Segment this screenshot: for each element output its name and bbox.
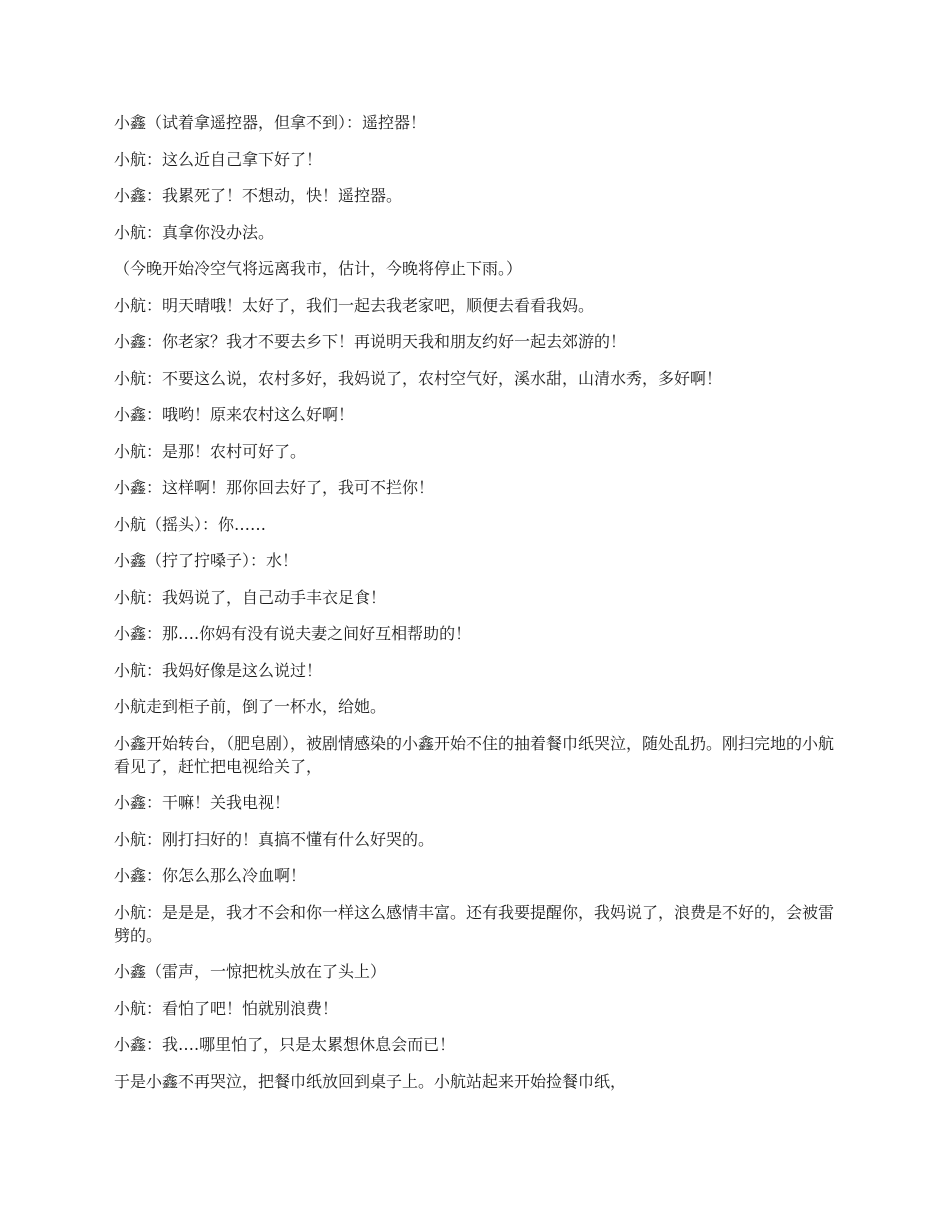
paragraph: 于是小鑫不再哭泣，把餐巾纸放回到桌子上。小航站起来开始捡餐巾纸， [114, 1071, 627, 1091]
paragraph: 小航：我妈好像是这么说过！ [114, 660, 323, 680]
paragraph: 小鑫（雷声，一惊把枕头放在了头上） [114, 962, 387, 981]
paragraph: （今晚开始冷空气将远离我市，估计，今晚将停止下雨。） [114, 259, 523, 278]
paragraph: 小航：刚打扫好的！真搞不懂有什么好哭的。 [114, 829, 435, 849]
document-body [114, 111, 844, 1106]
paragraph: 小鑫：我….哪里怕了，只是太累想休息会而已！ [114, 1035, 456, 1054]
paragraph: 小航：我妈说了，自己动手丰衣足食！ [114, 587, 387, 607]
paragraph: 小航（摇头）：你…… [114, 514, 267, 534]
paragraph: 小鑫：这样啊！那你回去好了，我可不拦你！ [114, 478, 435, 497]
paragraph: 小航：明天晴哦！太好了，我们一起去我老家吧，顺便去看看我妈。 [114, 295, 595, 315]
paragraph: 小鑫（试着拿遥控器，但拿不到）：遥控器！ [114, 113, 427, 132]
paragraph: 小鑫：哦哟！原来农村这么好啊！ [114, 405, 355, 424]
paragraph: 小鑫（拧了拧嗓子）：水！ [114, 551, 299, 570]
paragraph: 小航：这么近自己拿下好了！ [114, 149, 323, 169]
paragraph: 小航：是是是，我才不会和你一样这么感情丰富。还有我要提醒你，我妈说了，浪费是不好的，会被雷劈的。 [114, 902, 835, 945]
paragraph: 小鑫：你怎么那么冷血啊！ [114, 866, 307, 885]
paragraph: 小航：是那！农村可好了。 [114, 441, 307, 461]
paragraph: 小航：真拿你没办法。 [114, 222, 275, 242]
paragraph: 小鑫：那….你妈有没有说夫妻之间好互相帮助的！ [114, 624, 472, 643]
paragraph: 小航走到柜子前，倒了一杯水，给她。 [114, 697, 387, 716]
paragraph: 小航：不要这么说，农村多好，我妈说了，农村空气好，溪水甜，山清水秀，多好啊！ [114, 368, 723, 388]
paragraph: 小航：看怕了吧！怕就别浪费！ [114, 998, 339, 1018]
paragraph: 小鑫：我累死了！不想动，快！遥控器。 [114, 186, 403, 205]
paragraph: 小鑫：你老家？我才不要去乡下！再说明天我和朋友约好一起去郊游的！ [114, 332, 627, 351]
paragraph: 小鑫：干嘛！关我电视！ [114, 793, 291, 812]
paragraph: 小鑫开始转台，（肥皂剧），被剧情感染的小鑫开始不住的抽着餐巾纸哭泣，随处乱扔。刚扫完地的小航看见了，赶忙把电视给关了， [114, 733, 835, 776]
